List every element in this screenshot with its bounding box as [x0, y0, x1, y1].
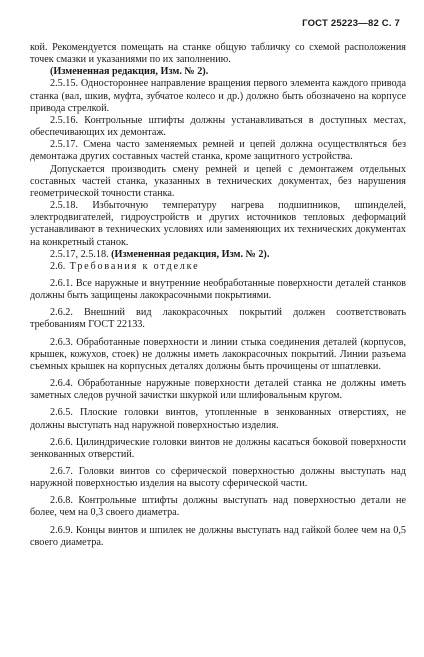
paragraph: 2.6.3. Обработанные поверхности и линии стыка соединения деталей (корпусов, крышек, кожухов, стоек) не должны иметь лакокрасочных покрытий. Линии разъема съемных крышек на корпусных деталях должны быть прочищены от шпатлевки.: [30, 336, 406, 372]
document-body: [30, 42, 406, 549]
amendment-note: (Измененная редакция, Изм. № 2).: [111, 248, 270, 260]
paragraph: 2.6.1. Все наружные и внутренние необработанные поверхности деталей станков должны быть защищены лакокрасочными покрытиями.: [30, 277, 406, 302]
page-header: ГОСТ 25223—82 С. 7: [302, 18, 400, 29]
paragraph: 2.6.8. Контрольные штифты должны выступать над поверхностью детали не более, чем на 0,3 своего диаметра.: [30, 495, 406, 519]
paragraph: 2.6.2. Внешний вид лакокрасочных покрытий должен соответствовать требованиям ГОСТ 22133.: [30, 307, 406, 331]
section-number: 2.6.: [50, 260, 66, 272]
paragraph: кой. Рекомендуется помещать на станке общую табличку со схемой расположения точек смазки и указаниями по их заполнению.: [30, 42, 406, 66]
amendment-note: (Измененная редакция, Изм. № 2).: [50, 66, 209, 78]
clause-refs: 2.5.17, 2.5.18.: [50, 248, 109, 260]
paragraph: 2.5.17. Смена часто заменяемых ремней и цепей должна осуществляться без демонтажа других составных частей станка, кроме защитного устройства.: [30, 139, 406, 163]
paragraph: 2.5.15. Одностороннее направление вращения первого элемента каждого привода станка (вал, шкив, муфта, зубчатое колесо и др.) должно быть обозначено на корпусе привода стрелкой.: [30, 78, 406, 114]
paragraph: 2.5.18. Избыточную температуру нагрева подшипников, шпинделей, электродвигателей, гидроустройств и других источников тепловых деформаций устанавливают в технических условиях или заменяющих их технических документах на конкретный станок.: [30, 200, 406, 248]
section-heading: [30, 261, 406, 273]
paragraph: 2.5.16. Контрольные штифты должны устанавливаться в доступных местах, обеспечивающих их демонтаж.: [30, 114, 406, 139]
paragraph: 2.6.9. Концы винтов и шпилек не должны выступать над гайкой более чем на 0,5 своего диаметра.: [30, 524, 406, 548]
paragraph: 2.6.6. Цилиндрические головки винтов не должны касаться боковой поверхности зенкованных отверстий.: [30, 436, 406, 460]
paragraph: Допускается производить смену ремней и цепей с демонтажем отдельных составных частей станка, указанных в технических документах, без нарушения геометрической точности станка.: [30, 163, 406, 199]
paragraph: [30, 249, 406, 261]
paragraph: 2.6.4. Обработанные наружные поверхности деталей станка не должны иметь заметных следов ручной зачистки шкуркой или шлифовальным кругом.: [30, 378, 406, 402]
section-title: Требования к отделке: [69, 260, 200, 272]
paragraph: 2.6.7. Головки винтов со сферической поверхностью должны выступать над наружной поверхностью изделия на высоту сферической части.: [30, 466, 406, 490]
paragraph: 2.6.5. Плоские головки винтов, утопленные в зенкованных отверстиях, не должны выступать над наружной поверхностью изделия.: [30, 407, 406, 431]
